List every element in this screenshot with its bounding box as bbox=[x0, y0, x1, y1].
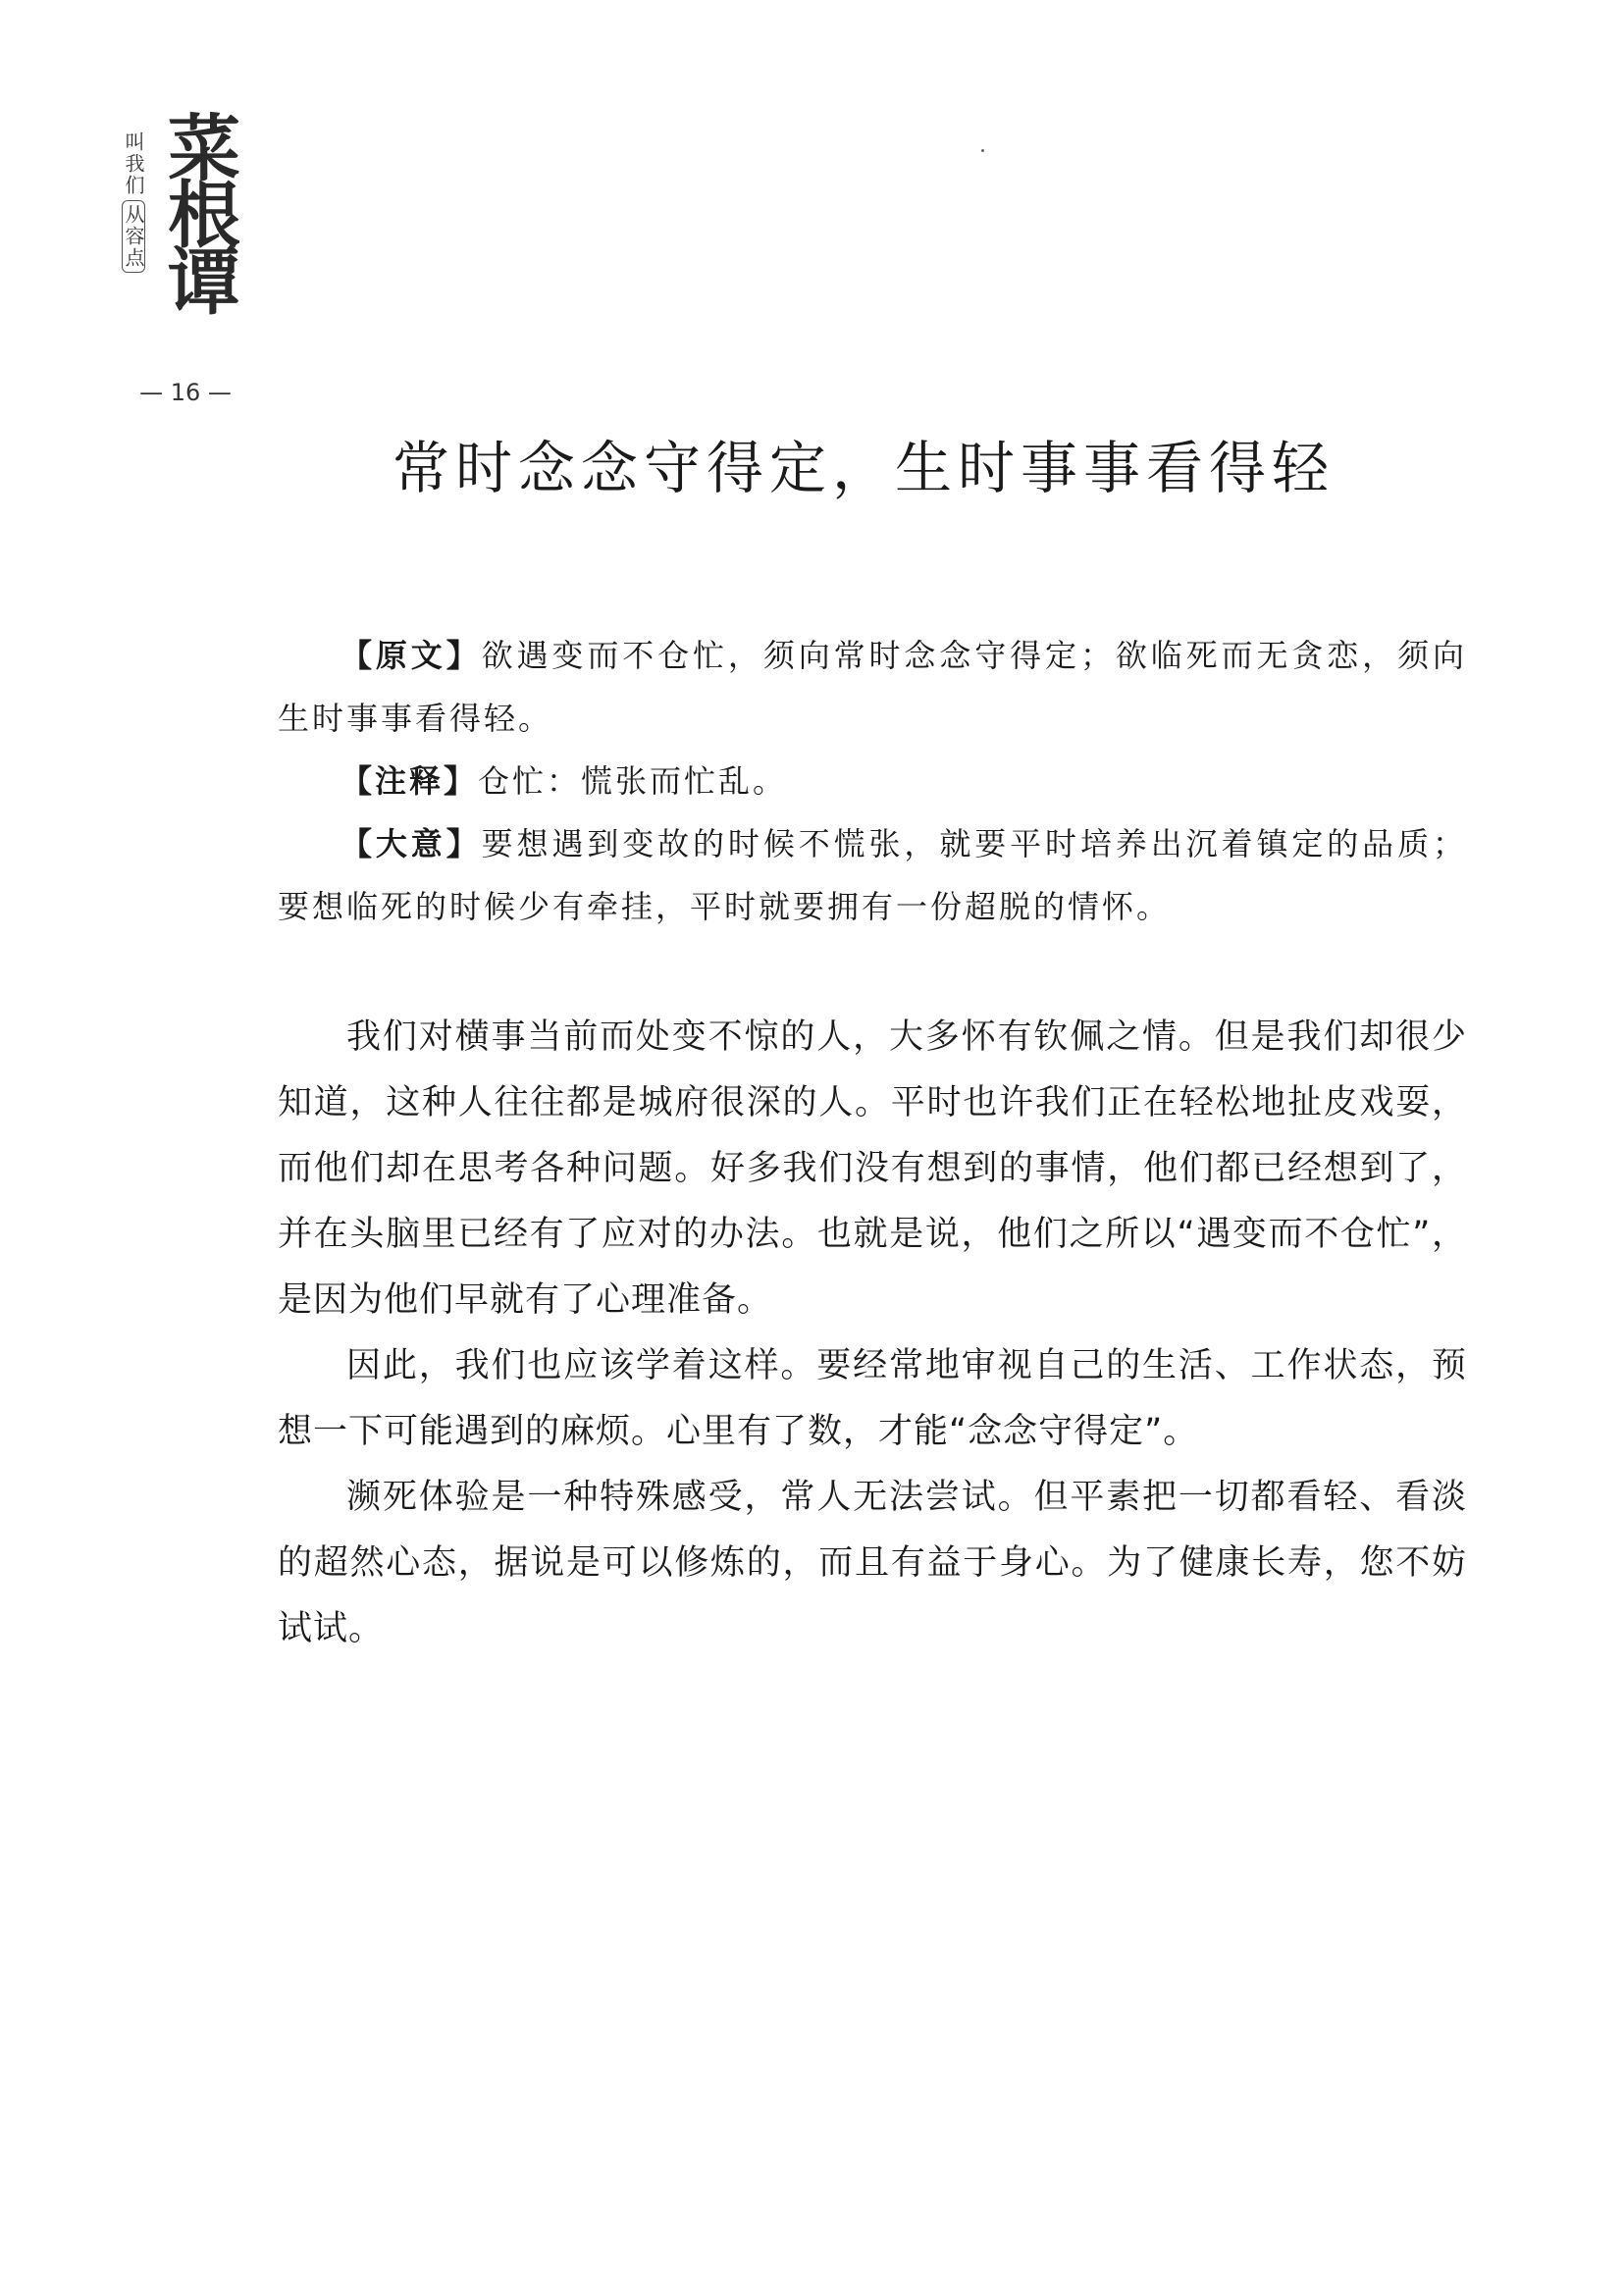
page-number: — 16 — bbox=[139, 379, 232, 406]
original-text-paragraph bbox=[278, 624, 1467, 750]
commentary-paragraph: 我们对横事当前而处变不惊的人，大多怀有钦佩之情。但是我们却很少知道，这种人往往都是城府很深的人。平时也许我们正在轻松地扯皮戏耍，而他们却在思考各种问题。好多我们没有想到的事情，他们都已经想到了，并在头脑里已经有了应对的办法。也就是说，他们之所以“遇变而不仓忙”，是因为他们早就有了心理准备。 bbox=[278, 1017, 1467, 1320]
meaning-paragraph bbox=[278, 812, 1467, 938]
note-label: 【注释】 bbox=[341, 762, 479, 800]
book-title: 菜根谭 bbox=[156, 110, 240, 310]
series-name bbox=[122, 131, 145, 273]
series-name-part: 叫我们 bbox=[122, 131, 145, 196]
running-header bbox=[116, 110, 243, 355]
chapter-title: 常时念念守得定，生时事事看得轻 bbox=[392, 435, 1335, 501]
original-label: 【原文】 bbox=[341, 637, 482, 674]
original-text: 欲遇变而不仓忙，须向常时念念守得定；欲临死而无贪恋，须向生时事事看得轻。 bbox=[278, 637, 1467, 737]
page-content bbox=[278, 624, 1467, 1662]
speck bbox=[981, 149, 984, 152]
meaning-label: 【大意】 bbox=[341, 825, 482, 862]
series-name-highlight: 从容点 bbox=[122, 200, 145, 273]
meaning-text: 要想遇到变故的时候不慌张，就要平时培养出沉着镇定的品质；要想临死的时候少有牵挂，平时就要拥有一份超脱的情怀。 bbox=[278, 825, 1467, 925]
note-text: 仓忙：慌张而忙乱。 bbox=[478, 762, 788, 800]
section-gap bbox=[278, 938, 1467, 1005]
note-paragraph bbox=[278, 750, 1467, 812]
commentary-paragraph: 因此，我们也应该学着这样。要经常地审视自己的生活、工作状态，预想一下可能遇到的麻烦。心里有了数，才能“念念守得定”。 bbox=[278, 1346, 1467, 1451]
commentary-paragraph: 濒死体验是一种特殊感受，常人无法尝试。但平素把一切都看轻、看淡的超然心态，据说是可以修炼的，而且有益于身心。为了健康长寿，您不妨试试。 bbox=[278, 1478, 1467, 1648]
